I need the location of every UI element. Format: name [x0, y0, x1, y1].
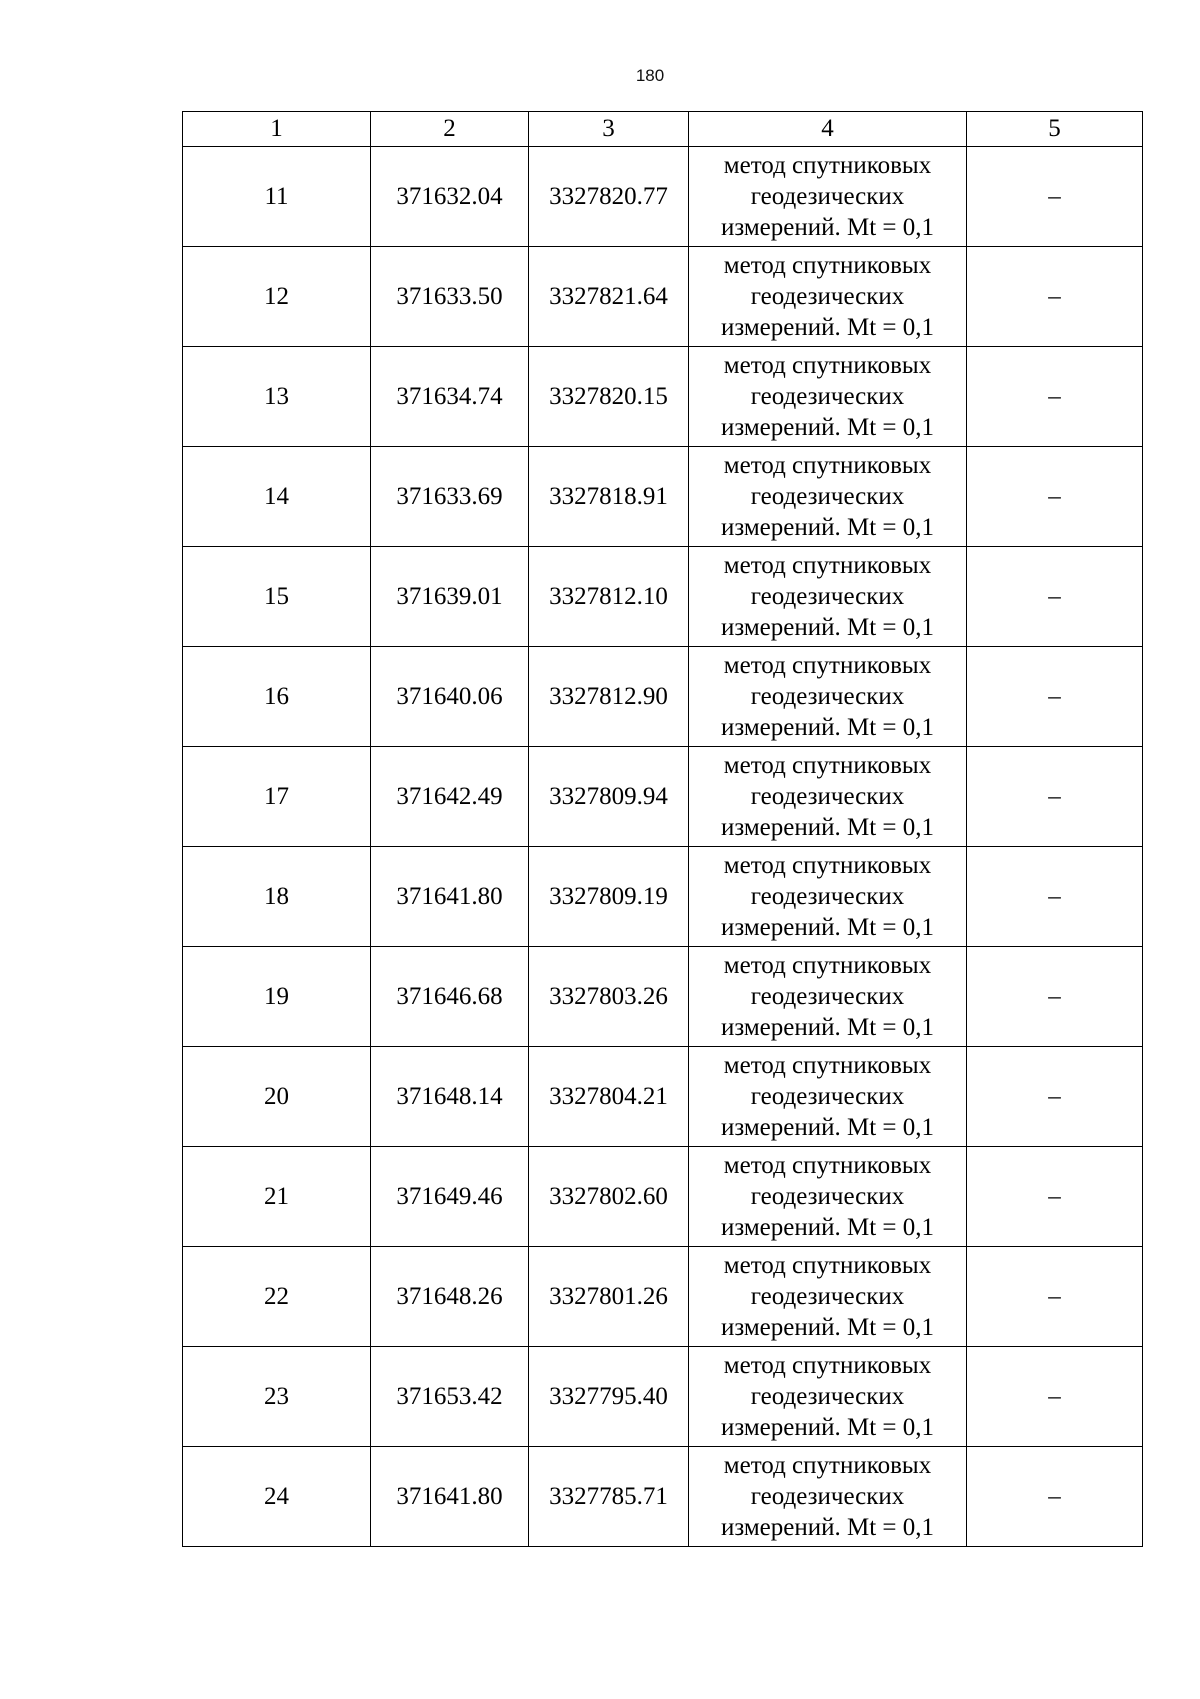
- note-cell: –: [967, 547, 1143, 647]
- x-coordinate-cell: 371633.69: [371, 447, 529, 547]
- method-line: геодезических: [750, 383, 905, 410]
- method-line: метод спутниковых: [723, 352, 932, 379]
- method-cell: [689, 347, 967, 447]
- method-line: геодезических: [750, 883, 905, 910]
- method-line: геодезических: [750, 483, 905, 510]
- method-line: измерений. Mt = 0,1: [720, 714, 935, 741]
- x-coordinate-cell: 371634.74: [371, 347, 529, 447]
- method-line: метод спутниковых: [723, 652, 932, 679]
- method-line: метод спутниковых: [723, 1152, 932, 1179]
- method-line: измерений. Mt = 0,1: [720, 614, 935, 641]
- method-cell: [689, 1347, 967, 1447]
- note-cell: –: [967, 1047, 1143, 1147]
- point-number-cell: 12: [183, 247, 371, 347]
- point-number-cell: 16: [183, 647, 371, 747]
- method-cell: [689, 1047, 967, 1147]
- header-cell-3: 3: [529, 112, 689, 147]
- method-line: геодезических: [750, 1283, 905, 1310]
- header-cell-4: 4: [689, 112, 967, 147]
- table-row: [183, 1447, 1143, 1547]
- note-cell: –: [967, 847, 1143, 947]
- method-cell: [689, 147, 967, 247]
- y-coordinate-cell: 3327785.71: [529, 1447, 689, 1547]
- point-number-cell: 15: [183, 547, 371, 647]
- method-cell: [689, 647, 967, 747]
- note-cell: –: [967, 447, 1143, 547]
- method-line: геодезических: [750, 983, 905, 1010]
- y-coordinate-cell: 3327801.26: [529, 1247, 689, 1347]
- method-line: измерений. Mt = 0,1: [720, 214, 935, 241]
- point-number-cell: 22: [183, 1247, 371, 1347]
- method-cell: [689, 1147, 967, 1247]
- page-number: 180: [635, 66, 665, 85]
- method-line: измерений. Mt = 0,1: [720, 914, 935, 941]
- table-row: [183, 347, 1143, 447]
- x-coordinate-cell: 371633.50: [371, 247, 529, 347]
- method-line: измерений. Mt = 0,1: [720, 414, 935, 441]
- x-coordinate-cell: 371640.06: [371, 647, 529, 747]
- method-line: геодезических: [750, 583, 905, 610]
- point-number-cell: 19: [183, 947, 371, 1047]
- method-line: метод спутниковых: [723, 452, 932, 479]
- method-line: метод спутниковых: [723, 152, 932, 179]
- method-cell: [689, 547, 967, 647]
- y-coordinate-cell: 3327812.90: [529, 647, 689, 747]
- note-cell: –: [967, 1247, 1143, 1347]
- table-row: [183, 1147, 1143, 1247]
- method-line: измерений. Mt = 0,1: [720, 1414, 935, 1441]
- method-line: метод спутниковых: [723, 552, 932, 579]
- point-number-cell: 14: [183, 447, 371, 547]
- y-coordinate-cell: 3327812.10: [529, 547, 689, 647]
- method-cell: [689, 1247, 967, 1347]
- coordinates-table: [182, 111, 1143, 1547]
- header-cell-5: 5: [967, 112, 1143, 147]
- method-line: метод спутниковых: [723, 252, 932, 279]
- x-coordinate-cell: 371639.01: [371, 547, 529, 647]
- x-coordinate-cell: 371648.26: [371, 1247, 529, 1347]
- method-line: измерений. Mt = 0,1: [720, 514, 935, 541]
- x-coordinate-cell: 371641.80: [371, 1447, 529, 1547]
- y-coordinate-cell: 3327809.94: [529, 747, 689, 847]
- method-line: измерений. Mt = 0,1: [720, 1014, 935, 1041]
- x-coordinate-cell: 371641.80: [371, 847, 529, 947]
- table-row: [183, 1347, 1143, 1447]
- method-cell: [689, 447, 967, 547]
- table-row: [183, 1247, 1143, 1347]
- table-row: [183, 547, 1143, 647]
- table-row: [183, 147, 1143, 247]
- method-line: измерений. Mt = 0,1: [720, 1314, 935, 1341]
- method-line: измерений. Mt = 0,1: [720, 314, 935, 341]
- method-line: геодезических: [750, 183, 905, 210]
- point-number-cell: 18: [183, 847, 371, 947]
- table-row: [183, 947, 1143, 1047]
- note-cell: –: [967, 947, 1143, 1047]
- coordinates-table-container: [182, 111, 1142, 1547]
- method-line: метод спутниковых: [723, 952, 932, 979]
- method-cell: [689, 247, 967, 347]
- note-cell: –: [967, 147, 1143, 247]
- header-cell-2: 2: [371, 112, 529, 147]
- method-line: измерений. Mt = 0,1: [720, 1514, 935, 1541]
- y-coordinate-cell: 3327803.26: [529, 947, 689, 1047]
- x-coordinate-cell: 371642.49: [371, 747, 529, 847]
- point-number-cell: 17: [183, 747, 371, 847]
- x-coordinate-cell: 371632.04: [371, 147, 529, 247]
- point-number-cell: 13: [183, 347, 371, 447]
- point-number-cell: 20: [183, 1047, 371, 1147]
- method-line: геодезических: [750, 1183, 905, 1210]
- note-cell: –: [967, 347, 1143, 447]
- note-cell: –: [967, 1147, 1143, 1247]
- method-line: измерений. Mt = 0,1: [720, 814, 935, 841]
- table-row: [183, 447, 1143, 547]
- note-cell: –: [967, 247, 1143, 347]
- y-coordinate-cell: 3327821.64: [529, 247, 689, 347]
- note-cell: –: [967, 647, 1143, 747]
- method-line: метод спутниковых: [723, 852, 932, 879]
- method-line: геодезических: [750, 1483, 905, 1510]
- method-line: геодезических: [750, 783, 905, 810]
- method-line: метод спутниковых: [723, 1352, 932, 1379]
- point-number-cell: 21: [183, 1147, 371, 1247]
- x-coordinate-cell: 371649.46: [371, 1147, 529, 1247]
- table-row: [183, 1047, 1143, 1147]
- method-line: геодезических: [750, 1383, 905, 1410]
- y-coordinate-cell: 3327809.19: [529, 847, 689, 947]
- x-coordinate-cell: 371653.42: [371, 1347, 529, 1447]
- table-row: [183, 647, 1143, 747]
- y-coordinate-cell: 3327804.21: [529, 1047, 689, 1147]
- note-cell: –: [967, 1347, 1143, 1447]
- method-line: геодезических: [750, 1083, 905, 1110]
- method-cell: [689, 947, 967, 1047]
- method-line: метод спутниковых: [723, 1252, 932, 1279]
- point-number-cell: 24: [183, 1447, 371, 1547]
- method-line: измерений. Mt = 0,1: [720, 1114, 935, 1141]
- y-coordinate-cell: 3327820.15: [529, 347, 689, 447]
- point-number-cell: 23: [183, 1347, 371, 1447]
- method-line: геодезических: [750, 283, 905, 310]
- method-cell: [689, 747, 967, 847]
- table-row: [183, 747, 1143, 847]
- table-body: [183, 147, 1143, 1547]
- point-number-cell: 11: [183, 147, 371, 247]
- y-coordinate-cell: 3327795.40: [529, 1347, 689, 1447]
- method-line: метод спутниковых: [723, 1052, 932, 1079]
- table-header-row: [183, 112, 1143, 147]
- header-cell-1: 1: [183, 112, 371, 147]
- method-line: метод спутниковых: [723, 1452, 932, 1479]
- y-coordinate-cell: 3327802.60: [529, 1147, 689, 1247]
- method-cell: [689, 1447, 967, 1547]
- table-row: [183, 847, 1143, 947]
- y-coordinate-cell: 3327820.77: [529, 147, 689, 247]
- table-row: [183, 247, 1143, 347]
- x-coordinate-cell: 371646.68: [371, 947, 529, 1047]
- x-coordinate-cell: 371648.14: [371, 1047, 529, 1147]
- method-cell: [689, 847, 967, 947]
- method-line: измерений. Mt = 0,1: [720, 1214, 935, 1241]
- note-cell: –: [967, 747, 1143, 847]
- method-line: геодезических: [750, 683, 905, 710]
- y-coordinate-cell: 3327818.91: [529, 447, 689, 547]
- note-cell: –: [967, 1447, 1143, 1547]
- method-line: метод спутниковых: [723, 752, 932, 779]
